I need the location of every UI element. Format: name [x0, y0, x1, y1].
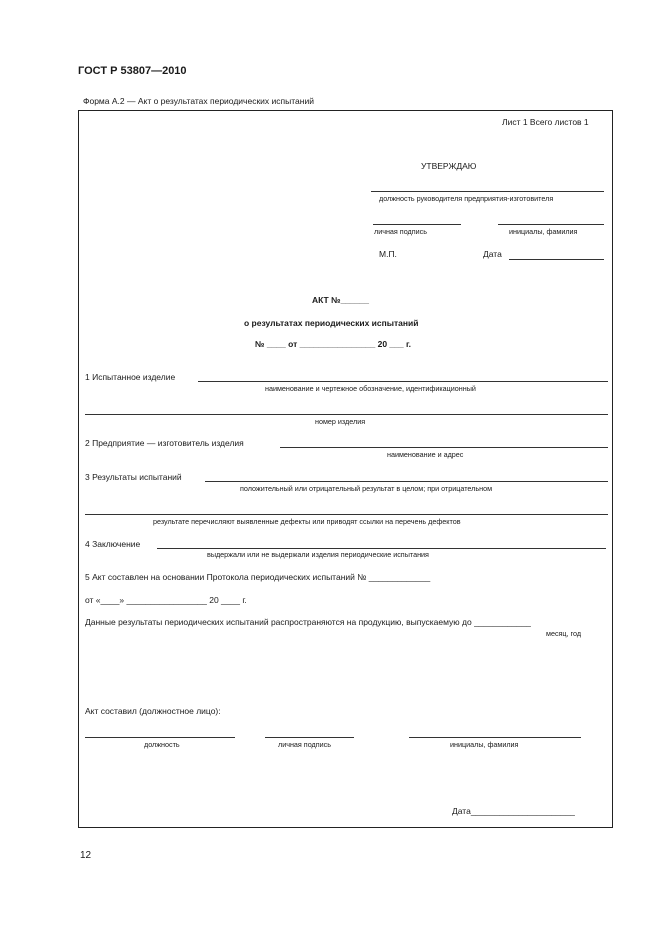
initials-hint: инициалы, фамилия [509, 227, 578, 236]
validity-hint: месяц, год [546, 629, 582, 638]
approval-date-label: Дата [483, 249, 502, 259]
signature-line [373, 224, 461, 225]
compiled-signature-hint: личная подпись [278, 740, 331, 749]
form-caption: Форма А.2 — Акт о результатах периодических испытаний [83, 96, 314, 106]
item4-hint: выдержали или не выдержали изделия периодические испытания [207, 550, 429, 559]
item1-line [198, 381, 608, 382]
act-title: АКТ №______ [312, 295, 369, 305]
item2-label: 2 Предприятие — изготовитель изделия [85, 438, 244, 448]
approval-date-line [509, 259, 604, 260]
item3-hint: положительный или отрицательный результат в целом; при отрицательном [240, 484, 493, 493]
position-hint: должность руководителя предприятия-изготовителя [379, 194, 554, 203]
item5-date: от «____» _________________ 20 ____ г. [85, 595, 247, 605]
item1-label: 1 Испытанное изделие [85, 372, 176, 382]
act-subtitle: о результатах периодических испытаний [244, 318, 419, 328]
initials-line [498, 224, 604, 225]
page-number: 12 [80, 850, 92, 861]
item5-label: 5 Акт составлен на основании Протокола периодических испытаний № _____________ [85, 572, 431, 582]
compiled-initials-hint: инициалы, фамилия [450, 740, 519, 749]
item2-line [280, 447, 608, 448]
item3-hint2: результате перечисляют выявленные дефекты или приводят ссылки на перечень дефектов [153, 517, 461, 526]
stamp-label: М.П. [379, 249, 397, 259]
item4-line [157, 548, 606, 549]
document-header: ГОСТ Р 53807—2010 [78, 65, 187, 77]
approval-title: УТВЕРЖДАЮ [421, 161, 477, 171]
item3-line [205, 481, 608, 482]
item1-hint: наименование и чертежное обозначение, идентификационный [265, 384, 476, 393]
position-line [371, 191, 604, 192]
signature-hint: личная подпись [374, 227, 427, 236]
item2-hint: наименование и адрес [387, 450, 464, 459]
sheet-info: Лист 1 Всего листов 1 [502, 117, 589, 127]
form-frame [78, 110, 613, 828]
compiled-initials-line [409, 737, 581, 738]
item3-line2 [85, 514, 608, 515]
compiled-signature-line [265, 737, 354, 738]
item4-label: 4 Заключение [85, 539, 141, 549]
act-number-line: № ____ от ________________ 20 ___ г. [255, 339, 412, 349]
item3-label: 3 Результаты испытаний [85, 472, 182, 482]
item1-hint2: номер изделия [315, 417, 366, 426]
compiled-label: Акт составил (должностное лицо): [85, 706, 221, 716]
item1-line2 [85, 414, 608, 415]
compiled-date: Дата______________________ [452, 806, 575, 816]
compiled-position-hint: должность [144, 740, 180, 749]
compiled-position-line [85, 737, 235, 738]
validity-text: Данные результаты периодических испытаний распространяются на продукцию, выпускаемую до ____________ [85, 617, 531, 627]
